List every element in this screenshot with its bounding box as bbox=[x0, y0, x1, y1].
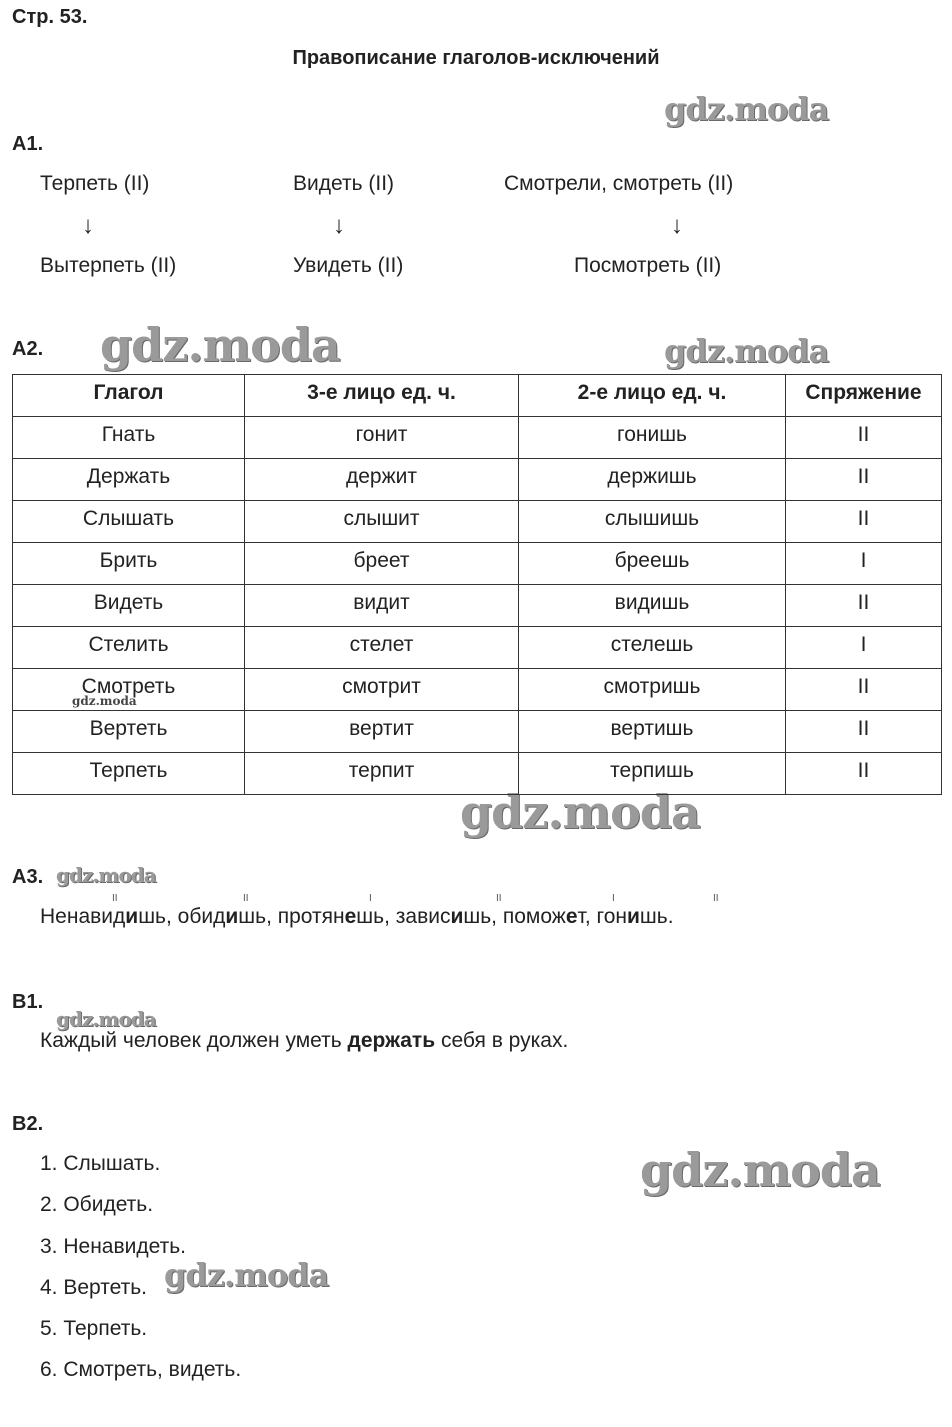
watermark: gdz.moda bbox=[460, 785, 700, 839]
third-person-cell: терпит bbox=[245, 753, 519, 795]
a1-col1-top: Терпеть (II) bbox=[40, 172, 150, 195]
conjugation-cell: I bbox=[786, 543, 942, 585]
conjugation-table bbox=[12, 374, 942, 795]
second-person-cell: бреешь bbox=[519, 543, 786, 585]
word-part: обид bbox=[177, 905, 226, 928]
table-row bbox=[13, 627, 942, 669]
watermark: gdz.moda bbox=[640, 1143, 880, 1197]
watermark: gdz.moda bbox=[664, 90, 829, 128]
conjugation-cell: II bbox=[786, 711, 942, 753]
word-part: протян bbox=[277, 905, 345, 928]
word-part: помож bbox=[502, 905, 566, 928]
a1-col2-bottom: Увидеть (II) bbox=[293, 254, 404, 277]
word-part: шь, bbox=[356, 905, 396, 928]
watermark: gdz.moda bbox=[56, 1007, 156, 1031]
a1-col3-bottom: Посмотреть (II) bbox=[574, 254, 722, 277]
table-row bbox=[13, 543, 942, 585]
down-arrow-icon: ↓ bbox=[671, 212, 683, 239]
word-part: Ненавид bbox=[40, 905, 126, 928]
list-item: 1. Слышать. bbox=[40, 1152, 161, 1175]
verb-cell: Видеть bbox=[13, 585, 245, 627]
conjugation-mark: I bbox=[369, 893, 372, 904]
watermark: gdz.moda bbox=[100, 318, 340, 372]
second-person-cell: терпишь bbox=[519, 753, 786, 795]
column-header: 2-е лицо ед. ч. bbox=[519, 375, 786, 417]
verb-cell: Держать bbox=[13, 459, 245, 501]
section-a1-label: А1. bbox=[12, 133, 44, 155]
verb-cell: Стелить bbox=[13, 627, 245, 669]
third-person-cell: стелет bbox=[245, 627, 519, 669]
page-number: Стр. 53. bbox=[12, 6, 88, 28]
watermark: gdz.moda bbox=[664, 332, 829, 370]
word-part: т, bbox=[577, 905, 597, 928]
down-arrow-icon: ↓ bbox=[82, 212, 94, 239]
conjugation-cell: II bbox=[786, 459, 942, 501]
down-arrow-icon: ↓ bbox=[333, 212, 345, 239]
list-item: 5. Терпеть. bbox=[40, 1317, 148, 1340]
conjugation-cell: II bbox=[786, 417, 942, 459]
list-item: 3. Ненавидеть. bbox=[40, 1235, 186, 1258]
ending-vowel: и bbox=[626, 905, 640, 928]
third-person-cell: держит bbox=[245, 459, 519, 501]
section-a2-label: А2. bbox=[12, 338, 44, 360]
table-header-row bbox=[13, 375, 942, 417]
word-part: завис bbox=[395, 905, 451, 928]
word-part: шь, bbox=[238, 905, 278, 928]
second-person-cell: гонишь bbox=[519, 417, 786, 459]
conjugation-mark: II bbox=[112, 893, 118, 904]
conjugation-cell: II bbox=[786, 585, 942, 627]
column-header: Спряжение bbox=[786, 375, 942, 417]
second-person-cell: смотришь bbox=[519, 669, 786, 711]
table-row bbox=[13, 711, 942, 753]
ending-vowel: и bbox=[125, 905, 139, 928]
table-row bbox=[13, 501, 942, 543]
a1-col2-top: Видеть (II) bbox=[293, 172, 395, 195]
third-person-cell: слышит bbox=[245, 501, 519, 543]
ending-vowel: и bbox=[450, 905, 464, 928]
ending-vowel: е bbox=[565, 905, 578, 928]
conjugation-cell: II bbox=[786, 669, 942, 711]
conjugation-mark: I bbox=[612, 893, 615, 904]
watermark: gdz.moda bbox=[72, 694, 137, 708]
second-person-cell: держишь bbox=[519, 459, 786, 501]
verb-cell: Вертеть bbox=[13, 711, 245, 753]
verb-cell: Слышать bbox=[13, 501, 245, 543]
conjugation-mark: II bbox=[496, 893, 502, 904]
watermark: gdz.moda bbox=[56, 863, 156, 887]
column-header: Глагол bbox=[13, 375, 245, 417]
table-row bbox=[13, 585, 942, 627]
third-person-cell: видит bbox=[245, 585, 519, 627]
table-row bbox=[13, 753, 942, 795]
conjugation-cell: II bbox=[786, 501, 942, 543]
list-item: 4. Вертеть. bbox=[40, 1276, 148, 1299]
b1-sentence bbox=[40, 1029, 568, 1053]
third-person-cell: бреет bbox=[245, 543, 519, 585]
a1-col3-top: Смотрели, смотреть (II) bbox=[504, 172, 734, 195]
conjugation-mark: II bbox=[243, 893, 249, 904]
third-person-cell: гонит bbox=[245, 417, 519, 459]
conjugation-cell: II bbox=[786, 753, 942, 795]
list-item: 2. Обидеть. bbox=[40, 1193, 154, 1216]
conjugation-mark: II bbox=[713, 893, 719, 904]
verb-cell: Брить bbox=[13, 543, 245, 585]
table-row bbox=[13, 669, 942, 711]
verb-cell: Терпеть bbox=[13, 753, 245, 795]
list-item: 6. Смотреть, видеть. bbox=[40, 1358, 242, 1381]
section-b2-label: В2. bbox=[12, 1113, 44, 1135]
third-person-cell: вертит bbox=[245, 711, 519, 753]
a1-col1-bottom: Вытерпеть (II) bbox=[40, 254, 177, 277]
table-row bbox=[13, 459, 942, 501]
verb-cell: Смотреть bbox=[13, 669, 245, 711]
section-b1-label: В1. bbox=[12, 991, 44, 1013]
second-person-cell: слышишь bbox=[519, 501, 786, 543]
third-person-cell: смотрит bbox=[245, 669, 519, 711]
second-person-cell: стелешь bbox=[519, 627, 786, 669]
word-part: шь, bbox=[463, 905, 503, 928]
verb-cell: Гнать bbox=[13, 417, 245, 459]
key-verb: держать bbox=[347, 1029, 436, 1052]
page-title: Правописание глаголов-исключений bbox=[292, 47, 660, 69]
sentence-part: себя в руках. bbox=[435, 1029, 569, 1052]
ending-vowel: и bbox=[225, 905, 239, 928]
conjugation-cell: I bbox=[786, 627, 942, 669]
a3-sentence bbox=[40, 905, 674, 929]
word-part: шь. bbox=[639, 905, 674, 928]
watermark: gdz.moda bbox=[164, 1256, 329, 1294]
table-row bbox=[13, 417, 942, 459]
word-part: шь, bbox=[138, 905, 178, 928]
sentence-part: Каждый человек должен уметь bbox=[40, 1029, 348, 1052]
second-person-cell: вертишь bbox=[519, 711, 786, 753]
ending-vowel: е bbox=[344, 905, 357, 928]
section-a3-label: А3. bbox=[12, 866, 44, 888]
word-part: гон bbox=[596, 905, 627, 928]
column-header: 3-е лицо ед. ч. bbox=[245, 375, 519, 417]
second-person-cell: видишь bbox=[519, 585, 786, 627]
